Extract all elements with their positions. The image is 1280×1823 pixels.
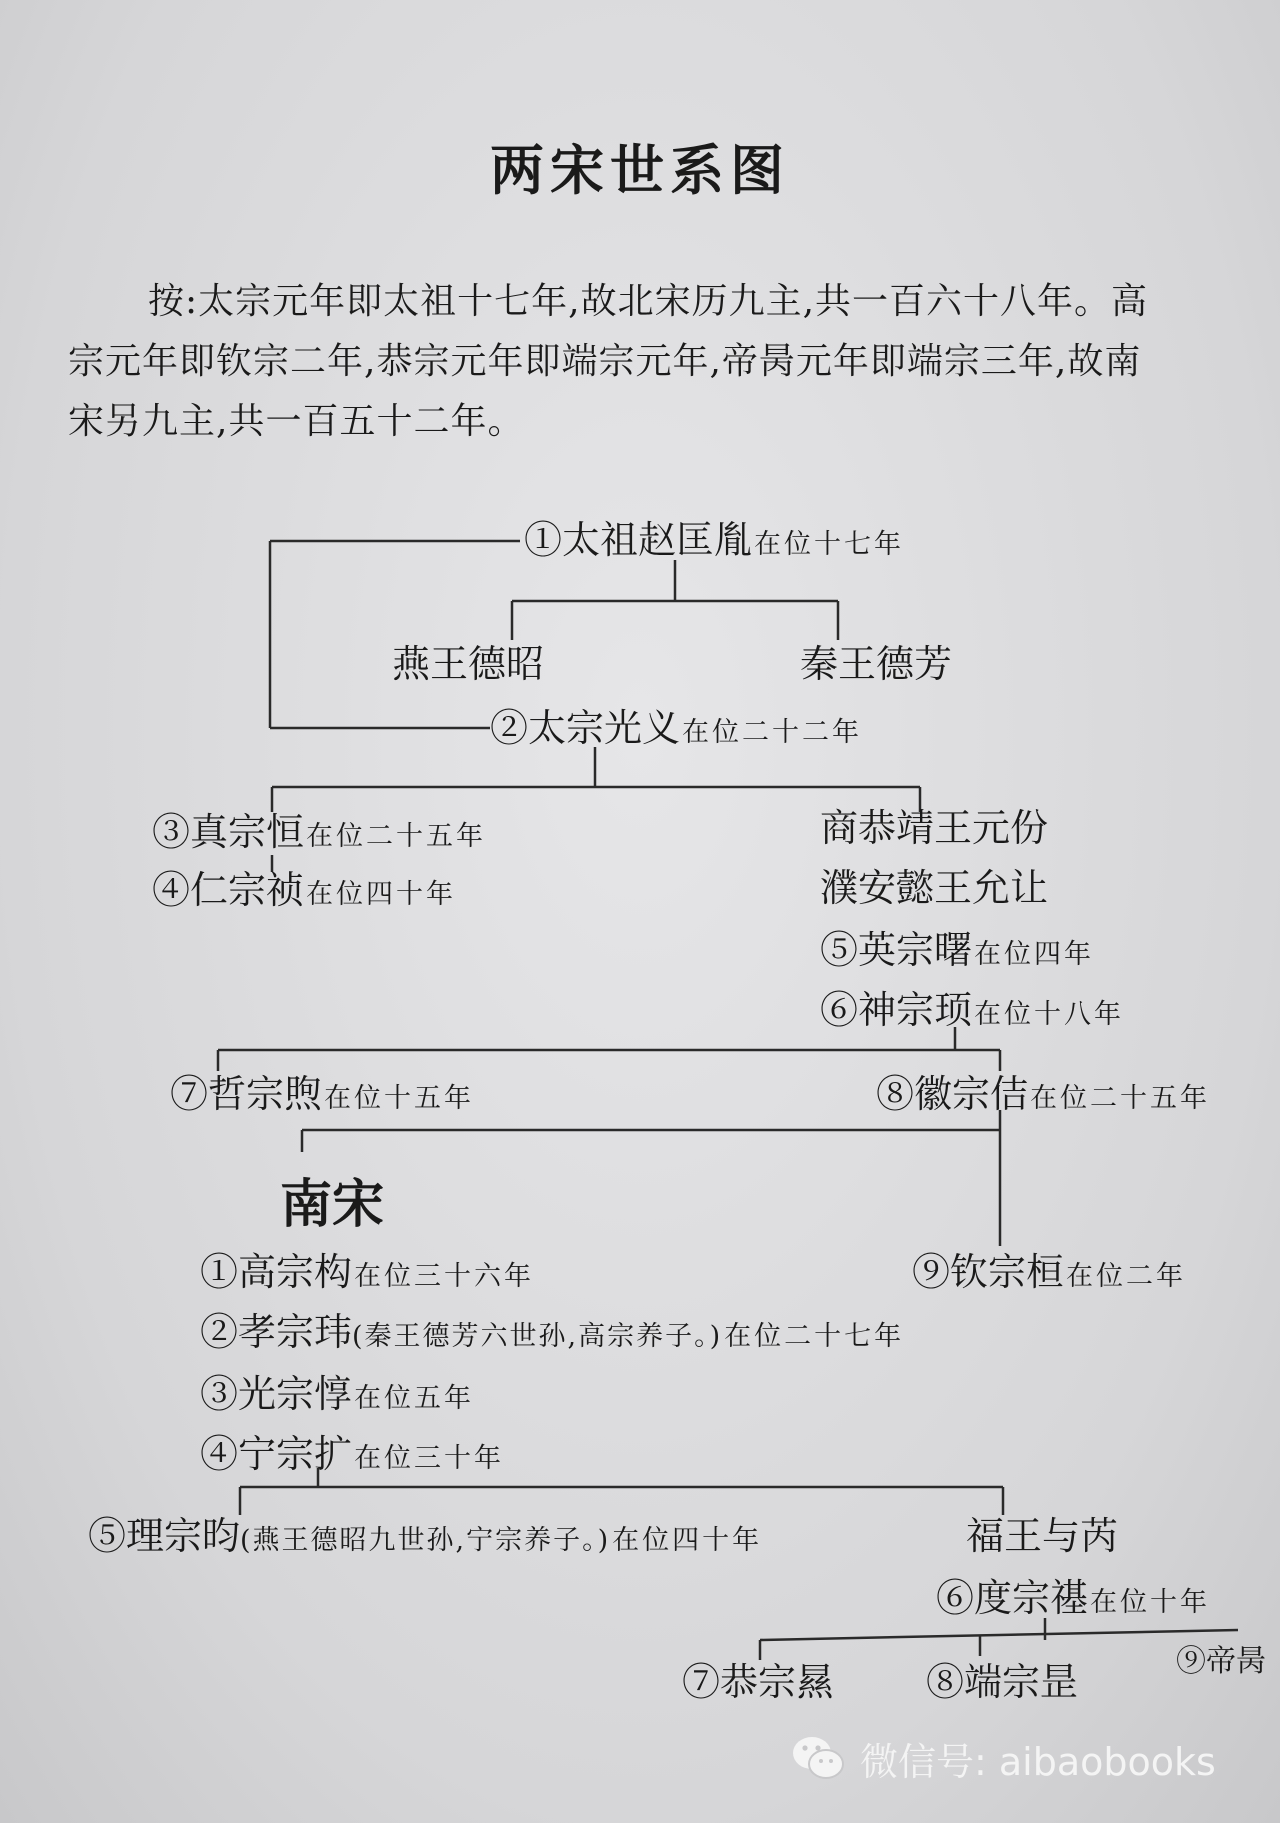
wechat-icon [790, 1733, 846, 1783]
ruler-name: ⑦哲宗煦 [170, 1072, 323, 1116]
ruler-name: ④仁宗祯 [152, 868, 305, 912]
node-guangzong [200, 1372, 474, 1421]
reign-length: 在位十八年 [974, 999, 1125, 1030]
prince-name: 秦王德芳 [800, 642, 953, 686]
ruler-name: ⑤英宗曙 [820, 928, 973, 972]
node-renzong [152, 868, 456, 917]
reign-length: 在位四十年 [306, 879, 457, 910]
node-qinzong [912, 1250, 1186, 1299]
lineage-note: (秦王德芳六世孙,高宗养子。) [352, 1321, 723, 1352]
ruler-name: ④宁宗扩 [200, 1432, 353, 1476]
reign-length: 在位二十七年 [724, 1321, 905, 1352]
node-yanwang [392, 642, 544, 686]
reign-length: 在位二年 [1066, 1261, 1187, 1292]
node-duanzong [926, 1660, 1078, 1704]
ruler-name: ③真宗恒 [152, 810, 305, 854]
prince-name: 濮安懿王允让 [820, 866, 1049, 910]
ruler-name: ①太祖赵匡胤 [524, 518, 753, 562]
ruler-name: ⑥神宗顼 [820, 988, 973, 1032]
page-title: 两宋世系图 [490, 138, 790, 202]
node-zhezong [170, 1072, 474, 1121]
node-gaozong [200, 1250, 534, 1299]
ruler-name: ③光宗惇 [200, 1372, 353, 1416]
prince-name: 燕王德昭 [392, 642, 545, 686]
node-fuwang [966, 1514, 1118, 1558]
ruler-name: ②孝宗玮 [200, 1310, 353, 1354]
watermark-text: 微信号: aibaobooks [860, 1739, 1216, 1784]
ruler-name: ⑨帝昺 [1176, 1644, 1266, 1679]
node-duzong [936, 1576, 1210, 1625]
reign-length: 在位三十年 [354, 1443, 505, 1474]
node-lizong [88, 1514, 762, 1563]
wechat-watermark [790, 1728, 1216, 1788]
reign-length: 在位十七年 [754, 529, 905, 560]
southern-song-label: 南宋 [280, 1175, 385, 1235]
ruler-name: ①高宗构 [200, 1250, 353, 1294]
node-zhenzong [152, 810, 486, 859]
note-line: 宋另九主,共一百五十二年。 [68, 401, 525, 442]
reign-length: 在位五年 [354, 1383, 475, 1414]
node-taizong [490, 706, 862, 755]
reign-length: 在位三十六年 [354, 1261, 535, 1292]
node-shanggong [820, 806, 1048, 850]
reign-length: 在位十年 [1090, 1587, 1211, 1618]
reign-length: 在位二十五年 [306, 821, 487, 852]
reign-length: 在位四年 [974, 939, 1095, 970]
ruler-name: ⑨钦宗桓 [912, 1250, 1065, 1294]
ruler-name: ⑥度宗禥 [936, 1576, 1089, 1620]
reign-length: 在位十五年 [324, 1083, 475, 1114]
node-yingzong [820, 928, 1094, 977]
lineage-note: (燕王德昭九世孙,宁宗养子。) [240, 1525, 611, 1556]
reign-length: 在位二十二年 [682, 717, 863, 748]
note-line: 按:太宗元年即太祖十七年,故北宋历九主,共一百六十八年。高 [148, 281, 1149, 322]
node-dibing [1176, 1640, 1266, 1684]
prince-name: 福王与芮 [966, 1514, 1119, 1558]
reign-length: 在位四十年 [612, 1525, 763, 1556]
node-huizong [876, 1072, 1210, 1121]
node-shenzong [820, 988, 1124, 1037]
node-puan [820, 866, 1048, 910]
node-taizu [524, 518, 904, 567]
ruler-name: ⑤理宗昀 [88, 1514, 241, 1558]
prince-name: 商恭靖王元份 [820, 806, 1049, 850]
node-gongzong [682, 1660, 834, 1704]
ruler-name: ⑦恭宗㬎 [682, 1660, 835, 1704]
node-xiaozong [200, 1310, 904, 1359]
node-ningzong [200, 1432, 504, 1481]
ruler-name: ②太宗光义 [490, 706, 681, 750]
reign-length: 在位二十五年 [1030, 1083, 1211, 1114]
note-line: 宗元年即钦宗二年,恭宗元年即端宗元年,帝昺元年即端宗三年,故南 [68, 341, 1142, 382]
ruler-name: ⑧徽宗佶 [876, 1072, 1029, 1116]
ruler-name: ⑧端宗昰 [926, 1660, 1079, 1704]
node-qinwang [800, 642, 952, 686]
